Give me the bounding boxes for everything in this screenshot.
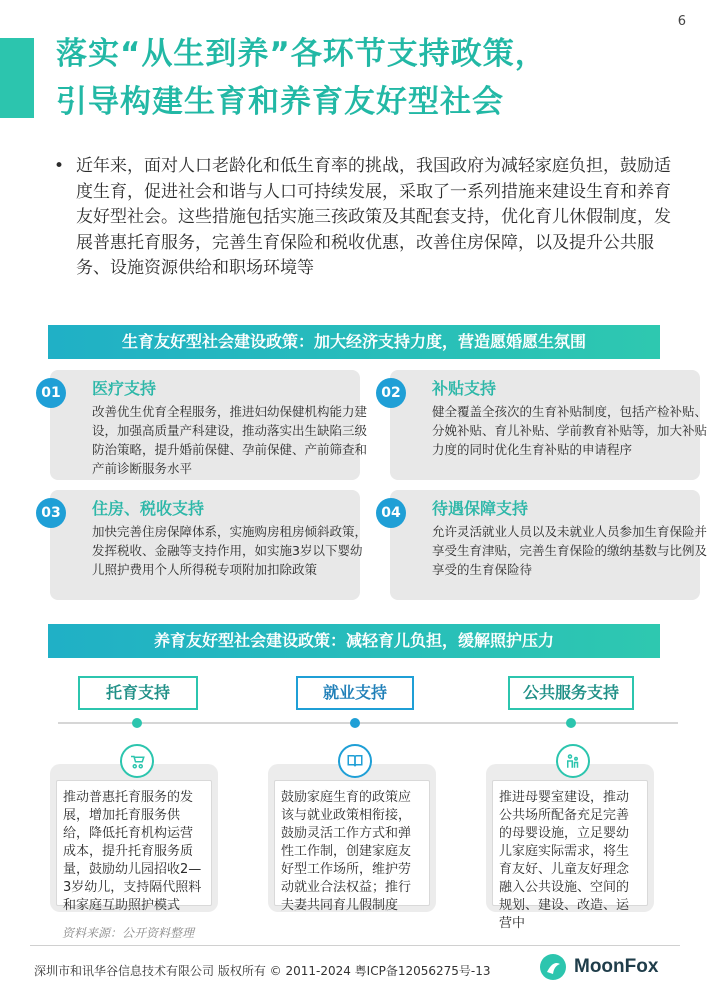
family-icon: [556, 744, 590, 778]
timeline-line: [58, 722, 678, 724]
bullet: •: [54, 156, 65, 176]
logo-text: MoonFox: [574, 956, 659, 977]
intro-paragraph: [54, 154, 684, 282]
brand-logo: [538, 952, 658, 982]
box-text: 推动普惠托育服务的发展，增加托育服务供给，降低托育机构运营成本，提升托育服务质量，鼓励幼儿园招收2—3岁幼儿，支持隔代照料和家庭互助照护模式: [56, 780, 212, 906]
tab-public-service-support: 公共服务支持: [508, 676, 634, 710]
card-number: 01: [36, 378, 66, 408]
page-number: 6: [677, 14, 686, 29]
card-number: 03: [36, 498, 66, 528]
book-icon: [338, 744, 372, 778]
moonfox-logo-icon: [538, 952, 568, 982]
card-title: 住房、税收支持: [92, 499, 205, 518]
title-accent-bar: [0, 38, 34, 118]
card-body: 健全覆盖全孩次的生育补贴制度，包括产检补贴、分娩补贴、育儿补贴、学前教育补贴等，加大补贴力度的同时优化生育补贴的申请程序: [432, 404, 708, 457]
timeline-dot: [566, 718, 576, 728]
tab-employment-support: 就业支持: [296, 676, 414, 710]
intro-text: 近年来，面对人口老龄化和低生育率的挑战，我国政府为减轻家庭负担，鼓励适度生育，促进社会和谐与人口可持续发展，采取了一系列措施来建设生育和养育友好型社会。这些措施包括实施三孩政策及其配套支持，优化育儿休假制度，发展普惠托育服务，完善生育保险和税收优惠，改善住房保障，以及提升公共服务、设施资源供给和职场环境等: [76, 156, 671, 278]
footer-divider: [30, 945, 680, 946]
card-number: 04: [376, 498, 406, 528]
stroller-icon: [120, 744, 154, 778]
card-number: 02: [376, 378, 406, 408]
card-body: 改善优生优育全程服务，推进妇幼保健机构能力建设，加强高质量产科建设，推动落实出生缺陷三级防治策略，提升婚前保健、孕前保健、产前筛查和产前诊断服务水平: [92, 404, 368, 476]
page-title-line2: 引导构建生育和养育友好型社会: [56, 84, 504, 120]
timeline-dot: [350, 718, 360, 728]
policy-card-benefits: [381, 490, 708, 600]
policy-card-subsidy: [381, 370, 708, 480]
policy-card-housing-tax: [41, 490, 368, 600]
section2-banner: 养育友好型社会建设政策：减轻育儿负担，缓解照护压力: [48, 624, 660, 658]
tab-childcare-support: 托育支持: [78, 676, 198, 710]
card-title: 医疗支持: [92, 379, 157, 398]
policy-card-medical: [41, 370, 368, 480]
card-body: 允许灵活就业人员以及未就业人员参加生育保险并享受生育津贴，完善生育保险的缴纳基数与比例及享受的生育保险待: [432, 524, 708, 577]
source-note: 资料来源：公开资料整理: [62, 926, 195, 940]
timeline-dot: [132, 718, 142, 728]
page-title-line1: 落实“从生到养”各环节支持政策，: [56, 36, 547, 72]
section1-banner: 生育友好型社会建设政策：加大经济支持力度，营造愿婚愿生氛围: [48, 325, 660, 359]
childcare-box: [50, 764, 218, 912]
box-text: 推进母婴室建设，推动公共场所配备充足完善的母婴设施，立足婴幼儿家庭实际需求，将生育友好、儿童友好理念融入公共设施、空间的规划、建设、改造、运营中: [492, 780, 648, 906]
footer-copyright: 深圳市和讯华谷信息技术有限公司 版权所有 © 2011-2024 粤ICP备12056275号-13: [34, 964, 491, 978]
employment-box: [268, 764, 436, 912]
page-title: [56, 30, 696, 126]
box-text: 鼓励家庭生育的政策应该与就业政策相衔接，鼓励灵活工作方式和弹性工作制，创建家庭友好型工作场所，维护劳动就业合法权益；推行夫妻共同育儿假制度: [274, 780, 430, 906]
card-title: 补贴支持: [432, 379, 497, 398]
public-service-box: [486, 764, 654, 931]
card-body: 加快完善住房保障体系，实施购房租房倾斜政策，发挥税收、金融等支持作用，如实施3岁以下婴幼儿照护费用个人所得税专项附加扣除政策: [92, 524, 368, 577]
card-title: 待遇保障支持: [432, 499, 529, 518]
